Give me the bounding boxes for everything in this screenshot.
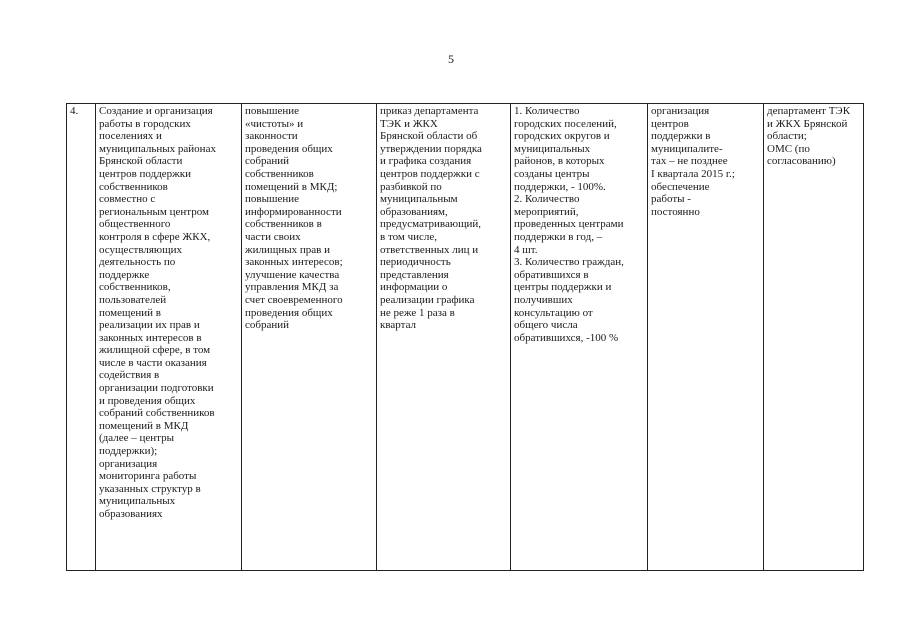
goal-text: повышение «чистоты» и законности проведения общих собраний собственников помещений в МКД; повышение информированности собственников в части своих жилищных прав и законных интересов; улучшение качества управления МКД за счет своевременного проведения общих собраний: [245, 105, 343, 332]
indicators-cell: [511, 104, 648, 571]
document-text: приказ департамента ТЭК и ЖКХ Брянской области об утверждении порядка и графика создания центров поддержки с разбивкой по муниципальным образованиям, предусматривающий, в том числе, ответственных лиц и периодичность представления информации о реализации графика не реже 1 раза в квартал: [380, 105, 482, 332]
row-number-cell: [67, 104, 96, 571]
page-number: 5: [448, 52, 454, 66]
table-row: [67, 104, 864, 571]
indicators-text: 1. Количество городских поселений, городских округов и муниципальных районов, в которых созданы центры поддержки, - 100%. 2. Количество мероприятий, проведенных центрами поддержки в год, – 4 шт. 3. Количество граждан, обратившихся в центры поддержки и получивших консультацию от общего числа обратившихся, -100 %: [514, 105, 624, 344]
measure-text: Создание и организация работы в городских поселениях и муниципальных районах Брянской области центров поддержки собственников совместно с региональным центром общественного контроля в сфере ЖКХ, осуществляющих деятельность по поддержке собственников, пользователей помещений в реализации их прав и законных интересов в жилищной сфере, в том числе в части оказания содействия в организации подготовки и проведения общих собраний собственников помещений в МКД (далее – центры поддержки); организация мониторинга работы указанных структур в муниципальных образованиях: [99, 105, 216, 520]
responsible-text: департамент ТЭК и ЖКХ Брянской области; ОМС (по согласованию): [767, 105, 851, 168]
row-number: 4.: [70, 105, 79, 117]
document-cell: [377, 104, 511, 571]
measures-table: [66, 103, 864, 571]
deadline-text: организация центров поддержки в муниципалите- тах – не позднее I квартала 2015 г.; обеспечение работы - постоянно: [651, 105, 735, 218]
deadline-cell: [648, 104, 764, 571]
measure-cell: [96, 104, 242, 571]
goal-cell: [242, 104, 377, 571]
responsible-cell: [764, 104, 864, 571]
